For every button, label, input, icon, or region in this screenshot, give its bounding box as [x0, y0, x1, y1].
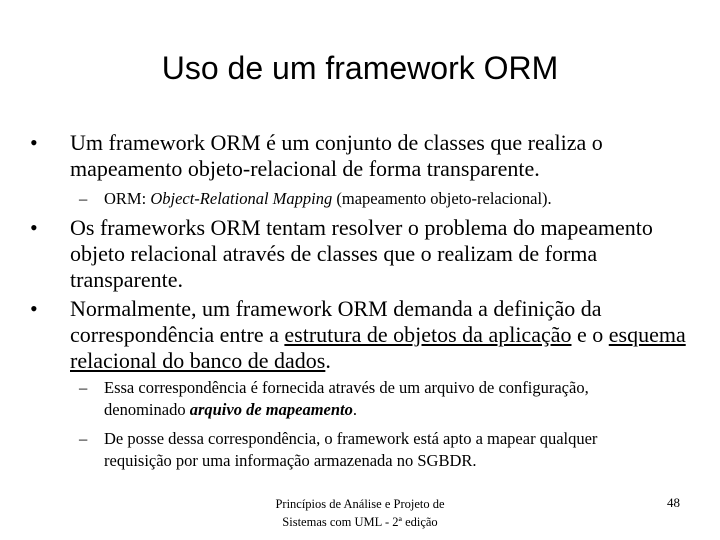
text-tail: . — [325, 348, 331, 373]
subbullet-text — [104, 188, 679, 210]
text-lead: Normalmente, um framework ORM demanda a definição da correspondência entre a — [70, 296, 602, 347]
text-lead: ORM: — [104, 189, 151, 208]
subbullet-orm-acronym — [79, 188, 679, 210]
subbullet-mapping-file — [79, 377, 599, 421]
subbullet-marker: – — [79, 189, 88, 208]
bullet-orm-correspondence — [30, 296, 690, 374]
subbullet-text — [104, 377, 599, 421]
slide-footer — [240, 495, 480, 531]
bullet-marker: • — [30, 130, 38, 155]
text-tail: . — [352, 400, 357, 419]
subbullet-framework-mapping — [79, 428, 644, 472]
page-number: 48 — [667, 495, 680, 510]
bullet-text: Um framework ORM é um conjunto de classes que realiza o mapeamento objeto-relacional de forma transparente. — [70, 130, 603, 181]
bullet-marker: • — [30, 296, 38, 321]
text-italic-term: Object-Relational Mapping — [150, 189, 333, 208]
text-tail: (mapeamento objeto-relacional). — [332, 189, 552, 208]
subbullet-text: De posse dessa correspondência, o framework está apto a mapear qualquer requisição por uma informação armazenada no SGBDR. — [104, 429, 598, 470]
slide-title: Uso de um framework ORM — [161, 50, 559, 86]
bullet-orm-definition — [30, 130, 690, 182]
bullet-text: Os frameworks ORM tentam resolver o problema do mapeamento objeto relacional através de classes que o realizam de forma transparente. — [70, 215, 653, 292]
underlined-object-structure: estrutura de objetos da aplicação — [284, 322, 572, 347]
underlined-relational-schema: esquema relacional do banco de dados — [70, 322, 686, 373]
text-mid: e o — [571, 322, 609, 347]
text-bold-italic-term: arquivo de mapeamento — [189, 400, 353, 419]
bullet-marker: • — [30, 215, 38, 240]
footer-line-2: Sistemas com UML - 2ª edição — [282, 515, 438, 529]
text-lead: Essa correspondência é fornecida através de um arquivo de configuração, denominado — [104, 378, 589, 419]
subbullet-marker: – — [79, 429, 88, 448]
footer-line-1: Princípios de Análise e Projeto de — [275, 497, 445, 511]
subbullet-marker: – — [79, 378, 88, 397]
bullet-text — [70, 296, 690, 374]
bullet-orm-frameworks — [30, 215, 690, 293]
